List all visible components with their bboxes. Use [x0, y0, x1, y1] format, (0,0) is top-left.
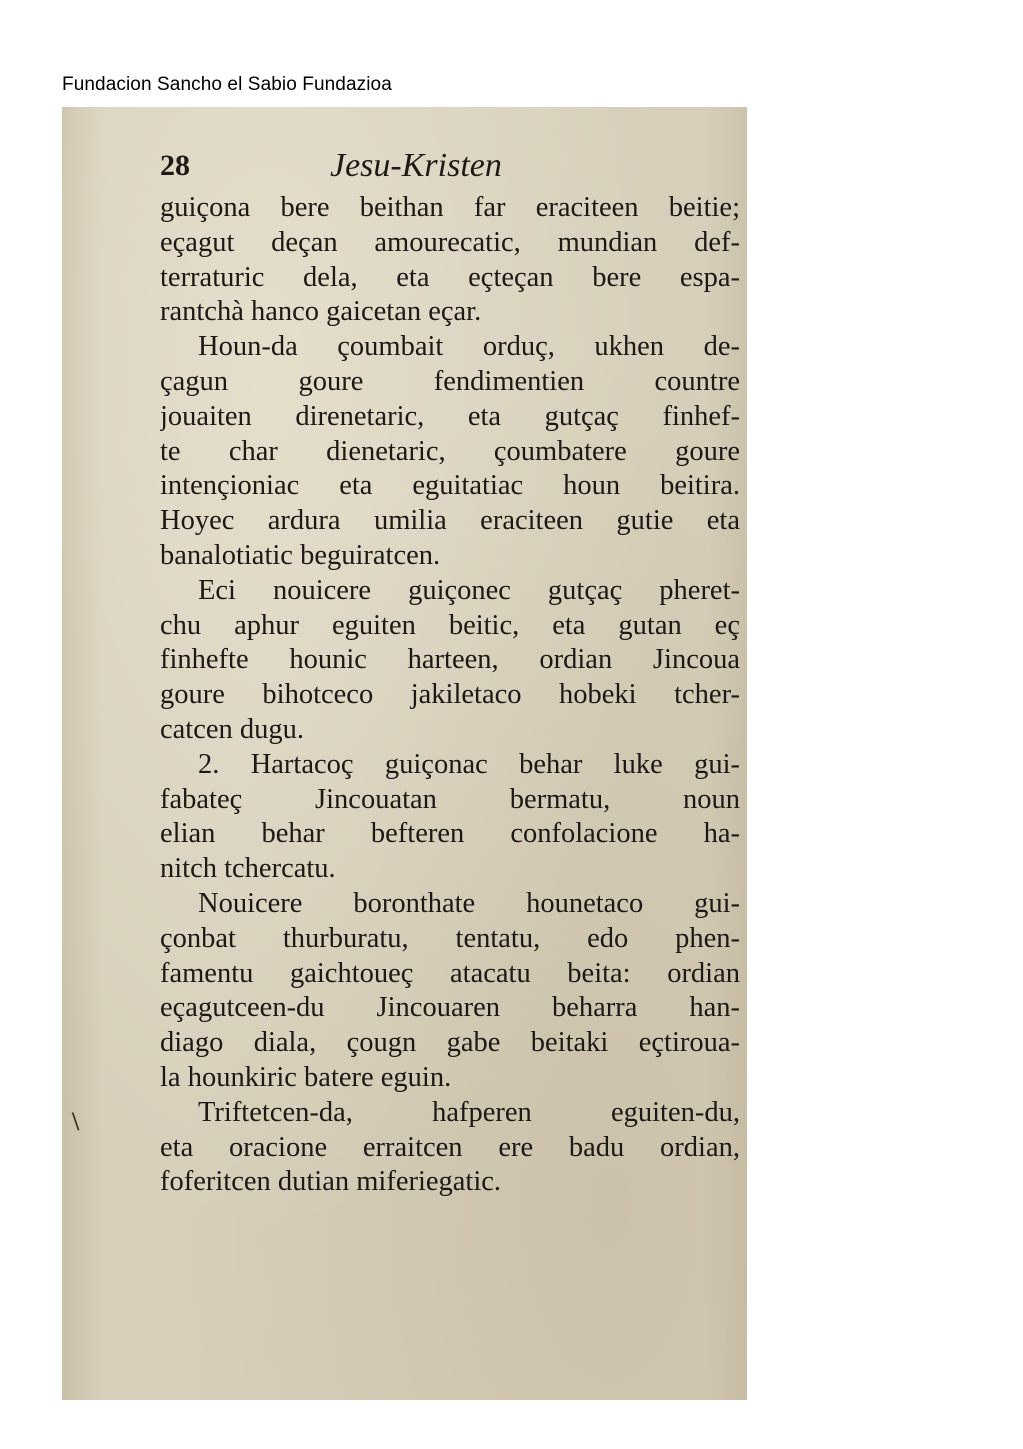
page-number: 28	[160, 149, 190, 182]
margin-mark: \	[72, 1107, 80, 1136]
text-line: rantchà hanco gaicetan eçar.	[160, 296, 482, 328]
text-line: Nouicere boronthate hounetaco gui-	[198, 887, 740, 919]
text-line: intençioniac eta eguitatiac houn beitira.	[160, 470, 740, 502]
text-line: çagun goure fendimentien countre	[160, 365, 740, 397]
text-line: Hoyec ardura umilia eraciteen gutie eta	[160, 505, 740, 537]
text-line: fabateç Jincouatan bermatu, noun	[160, 783, 740, 815]
text-line: elian behar befteren confolacione ha-	[160, 818, 740, 850]
text-line: çonbat thurburatu, tentatu, edo phen-	[160, 922, 740, 954]
text-line: eta oracione erraitcen ere badu ordian,	[160, 1131, 740, 1163]
text-line: la hounkiric batere eguin.	[160, 1061, 452, 1093]
running-title: Jesu-Kristen	[330, 147, 502, 184]
text-line: goure bihotceco jakiletaco hobeki tcher-	[160, 679, 740, 711]
text-line: Houn-da çoumbait orduç, ukhen de-	[198, 331, 740, 363]
text-line: nitch tchercatu.	[160, 853, 336, 885]
text-line: eçagut deçan amourecatic, mundian def-	[160, 226, 740, 258]
page-header-source: Fundacion Sancho el Sabio Fundazioa	[62, 74, 392, 95]
text-line: finhefte hounic harteen, ordian Jincoua	[160, 644, 740, 676]
text-line: jouaiten direnetaric, eta gutçaç finhef-	[160, 400, 740, 432]
book-page-scan	[62, 107, 747, 1400]
text-line: 2. Hartacoç guiçonac behar luke gui-	[198, 748, 740, 780]
text-line: famentu gaichtoueç atacatu beita: ordian	[160, 957, 740, 989]
text-line: Eci nouicere guiçonec gutçaç pheret-	[198, 574, 740, 606]
text-line: banalotiatic beguiratcen.	[160, 539, 441, 571]
text-line: catcen dugu.	[160, 713, 305, 745]
text-line: terraturic dela, eta eçteçan bere espa-	[160, 261, 740, 293]
text-line: foferitcen dutian miferiegatic.	[160, 1166, 502, 1198]
text-line: Triftetcen-da, hafperen eguiten-du,	[198, 1096, 740, 1128]
text-line: te char dienetaric, çoumbatere goure	[160, 435, 740, 467]
text-line: chu aphur eguiten beitic, eta gutan eç	[160, 609, 740, 641]
text-line: guiçona bere beithan far eraciteen beitie;	[160, 192, 740, 223]
body-text	[160, 191, 740, 1200]
running-head	[160, 147, 640, 195]
text-line: diago diala, çougn gabe beitaki eçtiroua-	[160, 1027, 740, 1059]
text-line: eçagutceen-du Jincouaren beharra han-	[160, 992, 740, 1024]
